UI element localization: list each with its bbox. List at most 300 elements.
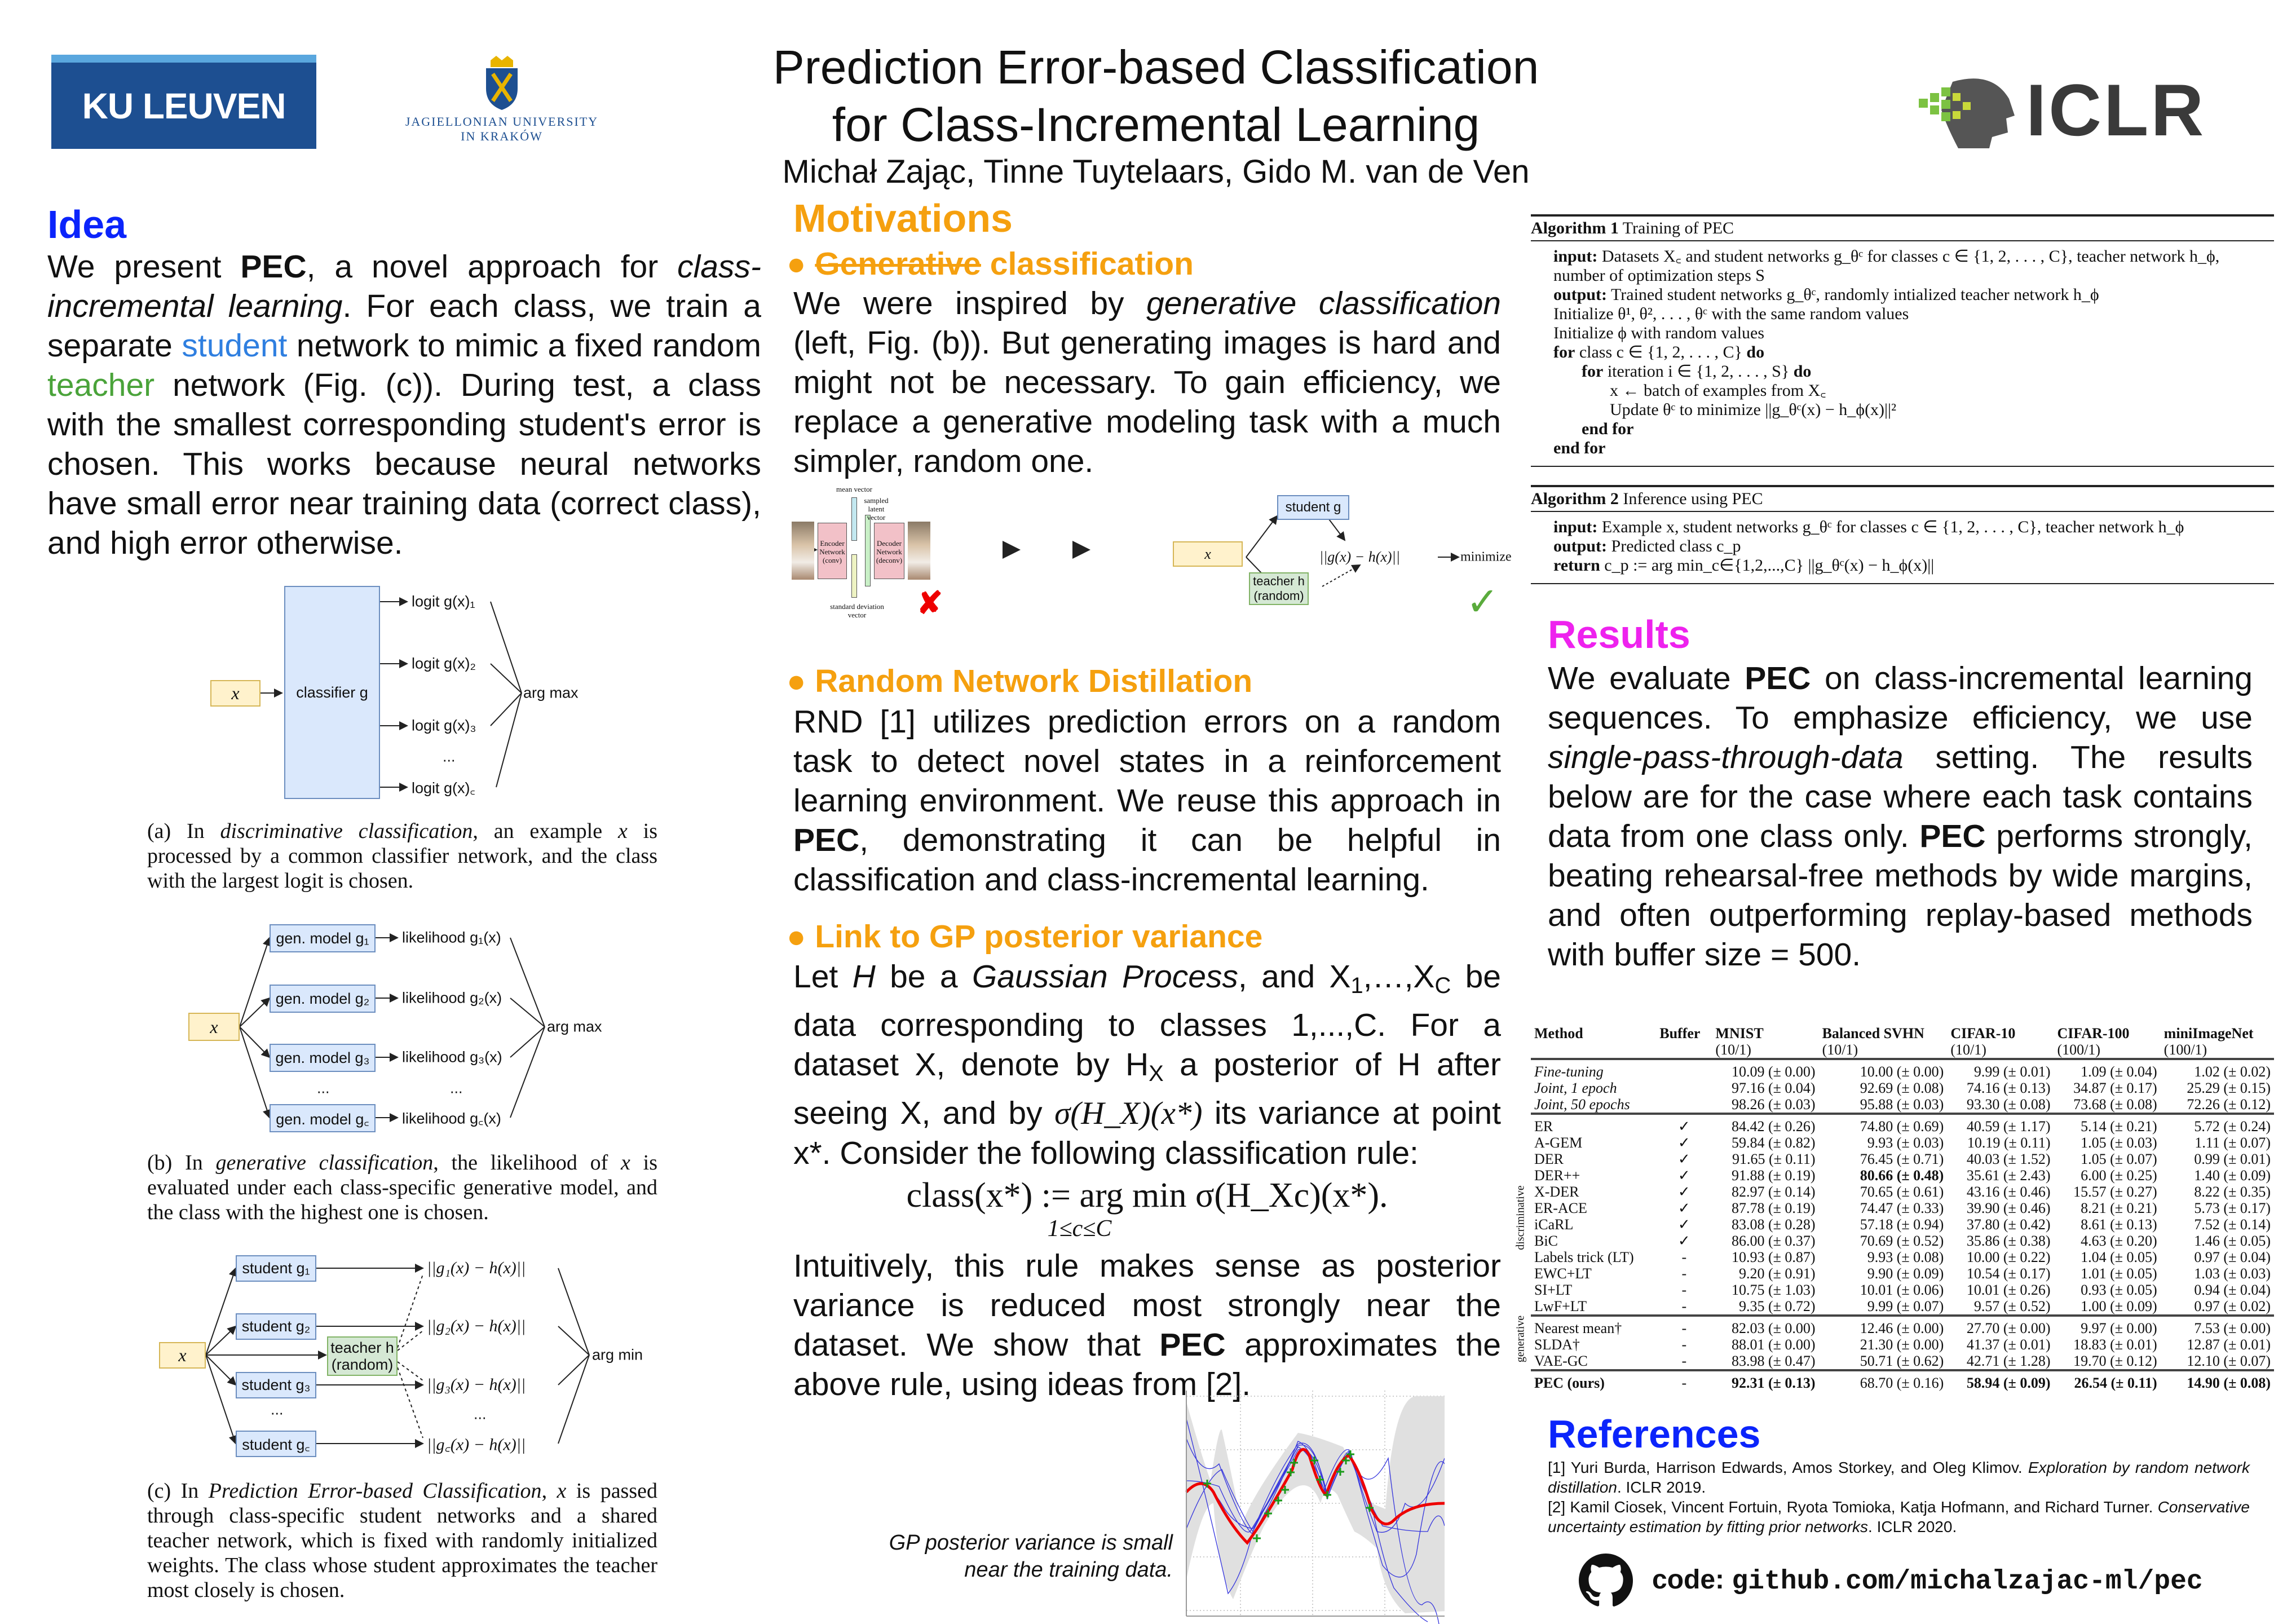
algorithm-2	[1531, 485, 2274, 584]
iclr-logo-text: ICLR	[2026, 69, 2206, 151]
text-segment: do	[1746, 343, 1765, 361]
latent-vector	[865, 515, 871, 586]
text-segment: Datasets X꜀ and student networks g_θᶜ for classes c ∈ {1, 2, . . . , C}, teacher network h_ϕ,	[1597, 247, 2220, 266]
text-segment: x	[621, 1151, 630, 1175]
table-row	[1531, 1151, 2274, 1167]
argmax-label: arg max	[547, 1018, 602, 1035]
gp-caption	[846, 1529, 1173, 1583]
value-cell: 76.45 (± 0.71)	[1860, 1151, 1944, 1167]
method-cell: DER	[1534, 1151, 1564, 1167]
text-segment: We were inspired by	[793, 285, 1147, 321]
text-segment: σ(H_X)(x*)	[1054, 1095, 1203, 1131]
value-cell: 84.42 (± 0.26)	[1712, 1114, 1818, 1135]
algorithm-1-title	[1531, 217, 2274, 240]
text-segment: (left, Fig. (b)). But generating images is hard and might not be necessary. To gain efficiency, we replace a generative modeling task with a much simpler, random one.	[793, 325, 1501, 479]
teacher-random-label: (random)	[1253, 589, 1304, 603]
gen-model-box: gen. model g₃	[270, 1044, 376, 1072]
value-cell: 9.93 (± 0.08)	[1867, 1249, 1944, 1265]
value-cell: 98.26 (± 0.03)	[1732, 1096, 1816, 1113]
value-cell: 58.94 (± 0.09)	[1947, 1370, 2054, 1391]
table-row	[1531, 1059, 2274, 1080]
value-cell: 92.31 (± 0.13)	[1712, 1370, 1818, 1391]
value-cell: 15.57 (± 0.27)	[2073, 1184, 2157, 1200]
value-cell: 40.59 (± 1.17)	[1947, 1114, 2054, 1135]
column-header	[1712, 1025, 1818, 1059]
text-segment: a posterior of H after seeing X, and by	[793, 1046, 1502, 1131]
alg-line	[1531, 381, 2274, 400]
value-cell: 1.11 (± 0.07)	[2195, 1135, 2271, 1151]
classifier-box: classifier g	[284, 586, 380, 799]
text-segment: Initialize θ¹, θ², . . . , θᶜ with the same random values	[1553, 304, 1909, 323]
text-segment: return	[1553, 556, 1600, 575]
likelihood-label: likelihood g₃(x)	[402, 1048, 502, 1066]
text-segment: , demonstrating it can be helpful in classification and class-incremental learning.	[793, 822, 1501, 898]
mean-vector	[851, 497, 857, 541]
table-row	[1531, 1265, 2274, 1282]
alg-line	[1531, 362, 2274, 381]
text-segment: , and X	[1238, 959, 1351, 995]
value-cell: 5.73 (± 0.17)	[2194, 1200, 2271, 1216]
column-header	[1947, 1025, 2054, 1059]
text-segment: Predicted class c_p	[1607, 537, 1741, 555]
text-segment: Intuitively, this rule makes sense as posterior variance is reduced most strongly near the dataset. We show that	[793, 1247, 1501, 1363]
subheading-text: classification	[981, 246, 1194, 282]
subheading-rnd	[787, 663, 1252, 700]
text-segment: , an example	[473, 819, 618, 843]
text-segment: class c ∈ {1, 2, . . . , C}	[1575, 343, 1747, 361]
results-heading: Results	[1548, 612, 1690, 656]
value-cell: 74.80 (± 0.69)	[1819, 1114, 1948, 1135]
value-cell: 0.94 (± 0.04)	[2194, 1282, 2271, 1298]
text-segment: x ← batch of examples from X꜀	[1610, 381, 1826, 400]
text-segment: H	[852, 959, 876, 995]
text-segment: is passed through class-specific student networks and a shared teacher network, which is fixed with randomly initialized weights. The class whose student approximates the teacher most closely is chosen.	[147, 1479, 657, 1602]
motivations-heading: Motivations	[793, 196, 1013, 240]
text-segment: Update θᶜ to minimize ||g_θᶜ(x) − h_ϕ(x)||²	[1610, 400, 1897, 419]
likelihood-label: likelihood g₂(x)	[402, 989, 502, 1007]
value-cell: 0.93 (± 0.05)	[2081, 1282, 2157, 1298]
value-cell: 93.30 (± 0.08)	[1966, 1096, 2051, 1113]
student-box: student g꜀	[236, 1431, 316, 1457]
text-segment: on class-incremental learning sequences. To emphasize efficiency, we use	[1548, 660, 2253, 736]
column-header-name: Method	[1534, 1025, 1583, 1042]
value-cell: 10.01 (± 0.26)	[1966, 1282, 2051, 1298]
text-segment: single-pass-through-data	[1548, 739, 1904, 775]
value-cell: 37.80 (± 0.42)	[1966, 1216, 2051, 1233]
alg-line	[1531, 537, 2274, 556]
text-segment: be a	[875, 959, 972, 995]
buffer-cell: ✓	[1677, 1135, 1690, 1151]
buffer-cell: -	[1656, 1370, 1712, 1391]
teacher-box	[1249, 572, 1309, 605]
alg-line	[1531, 266, 2274, 285]
text-segment: its variance at point x*. Consider the following classification rule:	[793, 1095, 1501, 1171]
buffer-cell: ✓	[1677, 1216, 1690, 1233]
column-header	[1531, 1025, 1656, 1059]
value-cell: 59.84 (± 0.82)	[1732, 1135, 1816, 1151]
text-segment: RND [1] utilizes prediction errors on a random task to detect novel states in a reinforcement learning environment. We reuse this approach in	[793, 704, 1501, 819]
group-label-discriminative: discriminative	[1514, 1185, 1527, 1250]
value-cell: 26.54 (± 0.11)	[2054, 1370, 2160, 1391]
value-cell: 12.10 (± 0.07)	[2187, 1353, 2271, 1369]
text-segment: for	[1582, 362, 1604, 381]
column-header-name: Balanced SVHN	[1822, 1025, 1924, 1042]
alg-line	[1531, 420, 2274, 439]
value-cell: 91.88 (± 0.19)	[1732, 1167, 1816, 1184]
value-cell: 9.90 (± 0.09)	[1867, 1265, 1944, 1282]
input-x-box: x	[159, 1342, 206, 1369]
likelihood-label: likelihood g₁(x)	[402, 929, 501, 946]
method-cell: Labels trick (LT)	[1534, 1249, 1634, 1265]
alg-line	[1531, 285, 2274, 304]
table-row	[1531, 1336, 2274, 1353]
figure-b-caption	[147, 1150, 657, 1225]
table-row	[1531, 1096, 2274, 1114]
teacher-box	[327, 1336, 398, 1376]
text-segment: PEC	[1159, 1326, 1226, 1363]
value-cell: 1.03 (± 0.03)	[2194, 1265, 2271, 1282]
text-segment: ,	[541, 1479, 557, 1503]
text-segment: Let	[793, 959, 853, 995]
value-cell: 10.54 (± 0.17)	[1966, 1265, 2051, 1282]
column-header-sub: (100/1)	[2057, 1042, 2101, 1058]
value-cell: 9.99 (± 0.07)	[1867, 1298, 1944, 1314]
idea-heading: Idea	[47, 202, 127, 246]
value-cell: 43.16 (± 0.46)	[1966, 1184, 2051, 1200]
mean-vector-label: mean vector	[836, 485, 872, 493]
authors: Michał Zając, Tinne Tuytelaars, Gido M. van de Ven	[782, 153, 1530, 190]
buffer-cell: ✓	[1677, 1151, 1690, 1167]
gp-caption-line-2: near the training data.	[964, 1558, 1173, 1582]
value-cell: 0.97 (± 0.04)	[2194, 1249, 2271, 1265]
value-cell: 0.99 (± 0.01)	[2194, 1151, 2271, 1167]
references-heading: References	[1548, 1412, 1761, 1456]
alg-line	[1531, 304, 2274, 324]
value-cell: 87.78 (± 0.19)	[1732, 1200, 1816, 1216]
text-segment: Example x, student networks g_θᶜ for classes c ∈ {1, 2, . . . , C}, teacher network h_ϕ	[1597, 518, 2184, 536]
value-cell: 70.69 (± 0.52)	[1860, 1233, 1944, 1249]
value-cell: 8.61 (± 0.13)	[2081, 1216, 2157, 1233]
value-cell: 7.53 (± 0.00)	[2161, 1316, 2274, 1336]
value-cell: 70.65 (± 0.61)	[1860, 1184, 1944, 1200]
value-cell: 1.40 (± 0.09)	[2194, 1167, 2271, 1184]
argmin-label: arg min	[592, 1346, 643, 1363]
gp-paragraph	[793, 957, 1501, 1173]
value-cell: 91.65 (± 0.11)	[1732, 1151, 1816, 1167]
text-segment: is processed by a common classifier network, and the class with the largest logit is chosen.	[147, 819, 657, 893]
value-cell: 42.71 (± 1.28)	[1966, 1353, 2051, 1369]
minimize-label: minimize	[1460, 549, 1512, 564]
value-cell: 73.68 (± 0.08)	[2073, 1096, 2157, 1113]
column-header-sub: (10/1)	[1715, 1042, 1751, 1058]
teacher-random-label: (random)	[331, 1356, 394, 1373]
value-cell: 4.63 (± 0.20)	[2081, 1233, 2157, 1249]
value-cell: 10.09 (± 0.00)	[1712, 1059, 1818, 1080]
alg-line	[1531, 343, 2274, 362]
logit-label: logit g(x)₂	[412, 655, 476, 672]
table-row	[1531, 1370, 2274, 1391]
subheading-generative	[787, 245, 1194, 283]
ellipsis: ...	[443, 748, 456, 765]
encoder-box: Encoder Network (conv)	[818, 523, 847, 579]
input-x-box: x	[188, 1013, 240, 1041]
std-vector	[851, 554, 857, 598]
value-cell: 57.18 (± 0.94)	[1860, 1216, 1944, 1233]
column-header-sub: (10/1)	[1950, 1042, 1986, 1058]
value-cell: 1.05 (± 0.07)	[2081, 1151, 2157, 1167]
code-link[interactable]	[1579, 1554, 2203, 1608]
text-segment: C	[1434, 973, 1451, 998]
value-cell: 80.66 (± 0.48)	[1860, 1167, 1944, 1184]
logit-label: logit g(x)₃	[412, 717, 476, 734]
value-cell: 95.88 (± 0.03)	[1860, 1096, 1944, 1113]
column-header-sub: (100/1)	[2163, 1042, 2207, 1058]
alg-line	[1531, 324, 2274, 343]
norm-label: ||g₂(x) − h(x)||	[427, 1317, 526, 1335]
text-segment: iteration i ∈ {1, 2, . . . , S}	[1603, 362, 1794, 381]
text-segment: 1	[1350, 973, 1363, 998]
table-row	[1531, 1200, 2274, 1216]
value-cell: 25.29 (± 0.15)	[2187, 1080, 2271, 1096]
method-cell: ER	[1531, 1114, 1656, 1135]
norm-label: ||g₃(x) − h(x)||	[427, 1375, 526, 1394]
text-segment: class-incremental learning	[47, 249, 761, 324]
group-label-generative: generative	[1514, 1315, 1527, 1363]
rnd-paragraph	[793, 702, 1501, 899]
method-cell: DER++	[1534, 1167, 1580, 1184]
text-segment: for	[1553, 343, 1575, 361]
text-segment: ,…,X	[1363, 959, 1435, 995]
cat-image	[792, 522, 814, 580]
text-segment: PEC	[1919, 818, 1986, 854]
value-cell: 9.99 (± 0.01)	[1947, 1059, 2054, 1080]
references-list	[1548, 1458, 2250, 1537]
gp-posterior-plot	[1180, 1391, 1445, 1624]
formula-subscript: 1≤c≤C	[1047, 1215, 1112, 1242]
method-cell: X-DER	[1534, 1184, 1579, 1200]
value-cell: 7.52 (± 0.14)	[2194, 1216, 2271, 1233]
code-url[interactable]: github.com/michalzajac-ml/pec	[1732, 1566, 2203, 1597]
value-cell: 18.83 (± 0.01)	[2073, 1336, 2157, 1353]
value-cell: 0.97 (± 0.02)	[2194, 1298, 2271, 1314]
column-header	[1819, 1025, 1948, 1059]
buffer-cell: -	[1681, 1336, 1687, 1353]
text-segment: PEC	[1745, 660, 1811, 696]
decoder-box: Decoder Network (deconv)	[874, 523, 904, 579]
cross-icon: ✘	[917, 586, 943, 620]
text-segment: network to mimic a fixed random	[287, 328, 761, 364]
gp-caption-line-1: GP posterior variance is small	[889, 1531, 1173, 1555]
strikethrough-word: Generative	[815, 246, 981, 282]
value-cell: 72.26 (± 0.12)	[2187, 1096, 2271, 1113]
gen-model-box: gen. model g꜀	[270, 1104, 376, 1132]
value-cell: 1.00 (± 0.09)	[2081, 1298, 2157, 1314]
text-segment: input:	[1553, 518, 1598, 536]
std-vector-label: standard deviation vector	[830, 602, 884, 619]
value-cell: 19.70 (± 0.12)	[2073, 1353, 2157, 1369]
text-segment: x	[557, 1479, 567, 1503]
value-cell: 10.00 (± 0.00)	[1819, 1059, 1948, 1080]
classification-rule-formula	[793, 1175, 1501, 1242]
buffer-cell: -	[1681, 1353, 1687, 1369]
column-header-name: MNIST	[1715, 1025, 1764, 1042]
table-row	[1531, 1298, 2274, 1316]
buffer-cell: -	[1681, 1298, 1687, 1314]
column-header-name: CIFAR-100	[2057, 1025, 2130, 1042]
method-cell: EWC+LT	[1534, 1265, 1592, 1282]
value-cell: 35.86 (± 0.38)	[1966, 1233, 2051, 1249]
value-cell: 21.30 (± 0.00)	[1860, 1336, 1944, 1353]
buffer-cell	[1656, 1080, 1712, 1096]
table-row	[1531, 1080, 2274, 1096]
text-segment: . ICLR 2019.	[1617, 1479, 1706, 1496]
method-cell: ER-ACE	[1534, 1200, 1587, 1216]
subheading-text: Random Network Distillation	[815, 663, 1253, 699]
reference-1	[1548, 1458, 2250, 1497]
value-cell: 10.00 (± 0.22)	[1966, 1249, 2051, 1265]
buffer-cell: ✓	[1677, 1200, 1690, 1216]
value-cell: 83.08 (± 0.28)	[1732, 1216, 1816, 1233]
subheading-gp	[787, 918, 1262, 955]
value-cell: 8.22 (± 0.35)	[2194, 1184, 2271, 1200]
input-x-box: x	[210, 680, 260, 707]
gen-model-box: gen. model g₁	[270, 924, 376, 952]
text-segment: is evaluated under each class-specific generative model, and the class with the highest one is chosen.	[147, 1151, 657, 1224]
title-line-1: Prediction Error-based Classification	[772, 41, 1539, 94]
column-header-name: Buffer	[1659, 1025, 1701, 1042]
value-cell: 9.20 (± 0.91)	[1739, 1265, 1816, 1282]
reconstructed-cat-image	[908, 522, 930, 580]
text-segment: approximates the above rule, using ideas from [2].	[793, 1326, 1501, 1402]
text-segment: do	[1793, 362, 1812, 381]
value-cell: 8.21 (± 0.21)	[2081, 1200, 2157, 1216]
student-box: student g₁	[236, 1255, 316, 1282]
text-segment: generative classification	[215, 1151, 434, 1175]
algorithm-name: Training of PEC	[1618, 219, 1734, 237]
method-cell: VAE-GC	[1534, 1353, 1588, 1369]
text-segment: performs strongly, beating rehearsal-free methods by wide margins, and often outperforming replay-based methods with buffer size = 500.	[1548, 818, 2253, 973]
text-segment: end for	[1553, 439, 1606, 457]
table-row	[1531, 1114, 2274, 1135]
text-segment: setting. The results below are for the case where each task contains data from one class only.	[1548, 739, 2253, 854]
table-header-row	[1531, 1025, 2274, 1059]
buffer-cell	[1656, 1059, 1712, 1080]
figure-a-caption	[147, 819, 657, 893]
value-cell: 10.01 (± 0.06)	[1860, 1282, 1944, 1298]
method-cell: Nearest mean†	[1531, 1316, 1656, 1336]
text-segment: Prediction Error-based Classification	[208, 1479, 542, 1503]
table-row	[1531, 1282, 2274, 1298]
text-segment: Gaussian Process	[972, 959, 1238, 995]
table-row	[1531, 1184, 2274, 1200]
column-header-name: CIFAR-10	[1950, 1025, 2016, 1042]
bullet: ●	[787, 246, 815, 282]
input-x-box: x	[1173, 541, 1243, 567]
text-segment: input:	[1553, 247, 1598, 266]
value-cell: 9.93 (± 0.03)	[1867, 1135, 1944, 1151]
text-segment: student	[182, 328, 288, 364]
value-cell: 1.09 (± 0.04)	[2054, 1059, 2160, 1080]
buffer-cell: -	[1656, 1316, 1712, 1336]
text-segment: We evaluate	[1548, 660, 1745, 696]
text-segment: teacher	[47, 367, 155, 403]
text-segment: We present	[47, 249, 241, 285]
text-segment: output:	[1553, 537, 1608, 555]
buffer-cell: -	[1681, 1282, 1687, 1298]
buffer-cell: ✓	[1677, 1184, 1690, 1200]
text-segment: c_p := arg min_c∈{1,2,...,C} ||g_θᶜ(x) − h_ϕ(x)||	[1600, 556, 1935, 575]
value-cell: 41.37 (± 0.01)	[1966, 1336, 2051, 1353]
value-cell: 83.98 (± 0.47)	[1732, 1353, 1816, 1369]
norm-label: ||g꜀(x) − h(x)||	[427, 1435, 526, 1454]
column-header-sub: (10/1)	[1822, 1042, 1858, 1058]
alg-line	[1531, 556, 2274, 575]
value-cell: 5.14 (± 0.21)	[2054, 1114, 2160, 1135]
text-segment: PEC	[240, 249, 307, 285]
value-cell: 50.71 (± 0.62)	[1860, 1353, 1944, 1369]
logit-label: logit g(x)₁	[412, 593, 475, 610]
text-segment: network (Fig. (c)). During test, a class with the smallest corresponding student's error is chosen. This works because neural networks have small error near training data (correct class), and high error otherwise.	[47, 367, 761, 561]
text-segment: be data corresponding to classes 1,...,C. For a dataset X, denote by H	[793, 959, 1501, 1083]
text-segment: [2] Kamil Ciosek, Vincent Fortuin, Ryota Tomioka, Katja Hofmann, and Richard Turner.	[1548, 1498, 2158, 1516]
column-header	[2054, 1025, 2160, 1059]
table-row	[1531, 1216, 2274, 1233]
table-row	[1531, 1316, 2274, 1336]
motivation-paragraph	[793, 284, 1501, 481]
text-segment: (c) In	[147, 1479, 209, 1503]
buffer-cell: -	[1681, 1249, 1687, 1265]
value-cell: 35.61 (± 2.43)	[1966, 1167, 2051, 1184]
value-cell: 88.01 (± 0.00)	[1732, 1336, 1816, 1353]
table-row	[1531, 1135, 2274, 1151]
text-segment: (b) In	[147, 1151, 216, 1175]
code-label: code:	[1652, 1565, 1725, 1595]
results-table-wrap	[1514, 1025, 2274, 1391]
value-cell: 10.93 (± 0.87)	[1732, 1249, 1816, 1265]
text-segment: Conservative uncertainty estimation by fitting prior networks	[1548, 1498, 2250, 1535]
likelihood-label: likelihood g꜀(x)	[402, 1110, 501, 1127]
value-cell: 97.16 (± 0.04)	[1732, 1080, 1816, 1096]
student-box: student g₂	[236, 1313, 316, 1340]
value-cell: 12.46 (± 0.00)	[1819, 1316, 1948, 1336]
value-cell: 14.90 (± 0.08)	[2161, 1370, 2274, 1391]
text-segment: generative classification	[1146, 285, 1501, 321]
value-cell: 1.02 (± 0.02)	[2161, 1059, 2274, 1080]
value-cell: 68.70 (± 0.16)	[1819, 1370, 1948, 1391]
reference-2	[1548, 1497, 2250, 1537]
value-cell: 9.35 (± 0.72)	[1739, 1298, 1816, 1314]
alg-line	[1531, 439, 2274, 458]
university-name: JAGIELLONIAN UNIVERSITY	[405, 114, 599, 129]
text-segment: discriminative classification	[220, 819, 473, 843]
value-cell: 86.00 (± 0.37)	[1732, 1233, 1816, 1249]
argmax-label: arg max	[523, 684, 579, 701]
value-cell: 1.05 (± 0.03)	[2081, 1135, 2157, 1151]
subheading-text: Link to GP posterior variance	[815, 919, 1263, 955]
method-cell: SI+LT	[1534, 1282, 1573, 1298]
value-cell: 74.16 (± 0.13)	[1966, 1080, 2051, 1096]
gen-model-box: gen. model g₂	[270, 985, 376, 1013]
text-segment: , a novel approach for	[306, 249, 678, 285]
value-cell: 82.97 (± 0.14)	[1732, 1184, 1816, 1200]
text-segment: x	[617, 819, 628, 843]
teacher-label: teacher h	[330, 1339, 394, 1356]
figure-c-caption	[147, 1479, 657, 1603]
text-segment: . For each class, we train a separate	[47, 288, 762, 364]
table-row	[1531, 1353, 2274, 1370]
method-cell: LwF+LT	[1534, 1298, 1587, 1314]
text-segment: (a) In	[147, 819, 220, 843]
